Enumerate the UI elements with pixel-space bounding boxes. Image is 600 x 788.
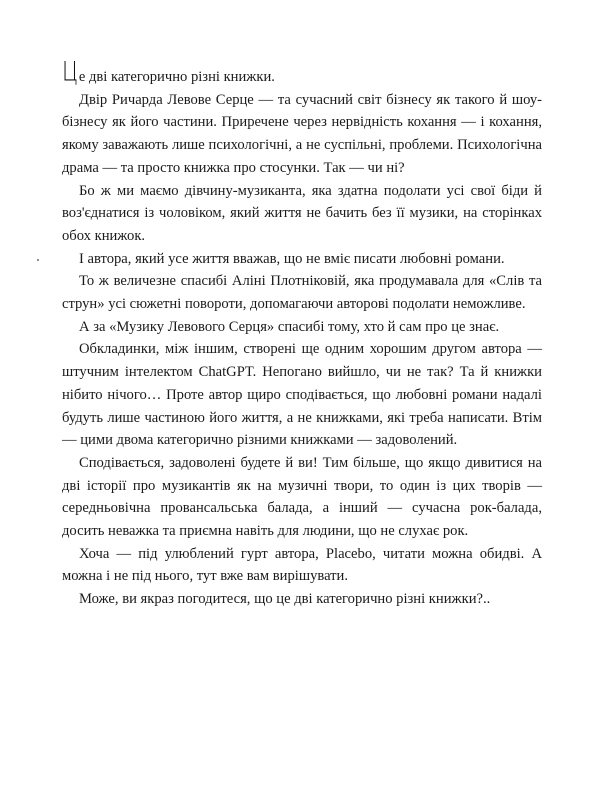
paragraph-8: Сподівається, задоволені будете й ви! Тим більше, що якщо дивитися на дві історії про музикантів як на музичні твори, то один із цих творів — середньовічна провансальська балада, а інший — сучасна рок-балада, досить неважка та приємна навіть для людини, що не слухає рок.	[62, 454, 542, 540]
paragraph-10: Може, ви якраз погодитеся, що це дві категорично різні книжки?..	[79, 591, 491, 608]
paragraph-5: То ж величезне спасибі Аліні Плотніковій, яка продумавала для «Слів та струн» усі сюжетні повороти, допомагаючи авторові подолати неможливе.	[62, 273, 542, 313]
paragraph-1-text: е дві категорично різні книжки.	[78, 69, 275, 85]
paragraph-1	[62, 57, 542, 89]
drop-cap-letter: Ц	[62, 57, 78, 88]
paragraph-2: Двір Ричарда Левове Серце — та сучасний світ бізнесу як такого й шоу-бізнесу як його частини. Приречене через нервідність кохання — і кохання, якому заважають лише психологічні, а не суспільні, проблеми. Психологічна драма — та просто книжка про стосунки. Так — чи ні?	[62, 91, 542, 176]
paragraph-4: І автора, який усе життя вважав, що не вміє писати любовні романи.	[79, 250, 505, 267]
paragraph-3: Бо ж ми маємо дівчину-музиканта, яка здатна подолати усі свої біди й воз'єднатися із чоловіком, який життя не бачить без її музики, на сторінках обох книжок.	[62, 182, 542, 244]
margin-dot	[37, 259, 39, 261]
paragraph-6: А за «Музику Левового Серця» спасибі тому, хто й сам про це знає.	[79, 318, 500, 335]
page-text	[62, 57, 542, 611]
paragraph-7: Обкладинки, між іншим, створені ще одним хорошим другом автора — штучним інтелектом ChatGPT. Непогано вийшло, чи не так? Та й книжки нібито нічого… Проте автор щиро сподівається, що любовні романи надалі будуть лише частиною його життя, а не книжками, які треба написати. Втім — цими двома категорично різними книжками — задоволений.	[62, 341, 542, 449]
paragraph-9: Хоча — під улюблений гурт автора, Placebo, читати можна обидві. А можна і не під нього, тут вже вам вирішувати.	[62, 545, 542, 585]
